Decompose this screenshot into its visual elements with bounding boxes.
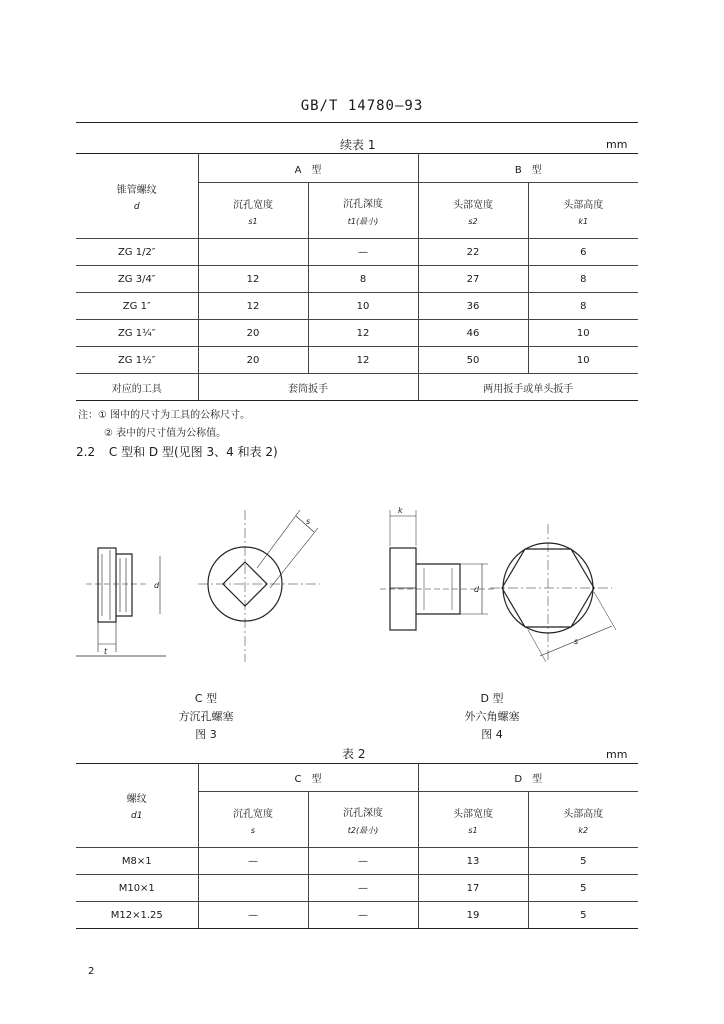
- table-cell: 12: [308, 320, 418, 347]
- table2-header-thread-label: 螺纹: [126, 794, 147, 805]
- table1-header-a2-label: 沉孔深度: [343, 198, 383, 210]
- table1: [76, 153, 638, 401]
- table2-header-c2-label: 沉孔深度: [343, 807, 383, 819]
- table1-header-a2: [308, 183, 418, 239]
- table1-tool-row: [76, 374, 638, 401]
- table-cell: 8: [528, 266, 638, 293]
- table-cell: ZG 1/2″: [76, 239, 198, 266]
- table-row: [76, 266, 638, 293]
- table-cell: 10: [308, 293, 418, 320]
- table2-header-c1-symbol: s: [250, 825, 256, 835]
- fig4-side-view: [380, 510, 496, 630]
- fig3-dim-d: d: [154, 581, 160, 590]
- table-cell: ZG 3/4″: [76, 266, 198, 293]
- section-heading: [76, 443, 278, 460]
- fig4-dim-s: s: [574, 637, 579, 646]
- table-row: [76, 293, 638, 320]
- table-cell: 12: [198, 266, 308, 293]
- table-cell: ZG 1½″: [76, 347, 198, 374]
- table-cell: 12: [198, 293, 308, 320]
- table-cell: 20: [198, 320, 308, 347]
- table-cell: M8×1: [76, 848, 198, 875]
- table1-header-b1-label: 头部宽度: [453, 199, 493, 211]
- page-number: 2: [88, 966, 95, 977]
- table-row: [76, 320, 638, 347]
- table1-header-a2-symbol: t1(最小): [347, 216, 379, 226]
- header-rule: [76, 122, 638, 123]
- table2-header-d2-label: 头部高度: [563, 808, 604, 820]
- table2-group-c: C 型: [198, 764, 418, 792]
- table-cell: 50: [418, 347, 528, 374]
- table2-header-c1-label: 沉孔宽度: [233, 808, 273, 820]
- table-cell: M12×1.25: [76, 902, 198, 929]
- table1-tool-label: 对应的工具: [76, 374, 198, 401]
- table-row: [76, 875, 638, 902]
- table-cell: —: [308, 902, 418, 929]
- table-row: [76, 902, 638, 929]
- fig4-label: 图 4: [481, 728, 503, 741]
- table1-header-a1: [198, 183, 308, 239]
- table-cell: —: [308, 239, 418, 266]
- table1-group-a: A 型: [198, 154, 418, 183]
- fig3-dim-s: s: [306, 517, 311, 526]
- table-cell: 5: [528, 902, 638, 929]
- table-cell: 8: [308, 266, 418, 293]
- table1-header-b1-symbol: s2: [468, 216, 478, 226]
- table-row: [76, 239, 638, 266]
- table2-header-c2: [308, 792, 418, 848]
- table2-header-d2-symbol: k2: [578, 825, 589, 835]
- table2-group-d: D 型: [418, 764, 638, 792]
- table2-header-d1-label: 头部宽度: [453, 808, 494, 820]
- fig4-dim-k: k: [398, 506, 403, 515]
- table2-header-c2-symbol: t2(最小): [347, 825, 379, 835]
- table2-header-d1-symbol: s1: [468, 825, 478, 835]
- table-cell: —: [308, 848, 418, 875]
- table1-header-thread-symbol: d: [133, 201, 140, 212]
- table-cell: —: [198, 848, 308, 875]
- table-cell: 20: [198, 347, 308, 374]
- technical-drawings: [0, 480, 724, 680]
- table1-header-a1-label: 沉孔宽度: [233, 199, 273, 211]
- table-cell: 10: [528, 320, 638, 347]
- table1-title: 续表 1: [340, 138, 376, 152]
- table2-header-d2: [528, 792, 638, 848]
- table1-unit: mm: [606, 138, 628, 151]
- table2-header-thread-symbol: d1: [131, 811, 143, 821]
- table1-tool-a: 套筒扳手: [198, 374, 418, 401]
- section-text: C 型和 D 型(见图 3、4 和表 2): [108, 445, 278, 459]
- table-cell: 17: [418, 875, 528, 902]
- table-cell: 22: [418, 239, 528, 266]
- table-cell: 46: [418, 320, 528, 347]
- table2-header-d1: [418, 792, 528, 848]
- table2-unit: mm: [606, 748, 628, 761]
- standard-number: GB/T 14780—93: [300, 98, 424, 114]
- table-cell: —: [198, 902, 308, 929]
- table1-header-thread: [76, 154, 198, 239]
- note-2: ② 表中的尺寸值为公称值。: [104, 428, 227, 439]
- fig3-side-view: [76, 548, 166, 656]
- fig3-name: 方沉孔螺塞: [178, 710, 234, 723]
- fig3-end-view: [198, 510, 320, 662]
- table-cell: 36: [418, 293, 528, 320]
- table-row: [76, 347, 638, 374]
- table1-group-b: B 型: [418, 154, 638, 183]
- table-cell: —: [308, 875, 418, 902]
- section-number: 2.2: [76, 445, 96, 459]
- fig3-type: C 型: [194, 692, 218, 705]
- table2-header-c1: [198, 792, 308, 848]
- table2: [76, 763, 638, 929]
- table-cell: 10: [528, 347, 638, 374]
- table-cell: 12: [308, 347, 418, 374]
- table-cell: 27: [418, 266, 528, 293]
- table1-header-thread-label: 锥管螺纹: [116, 184, 157, 196]
- table2-title: 表 2: [342, 747, 366, 761]
- table-cell: [198, 875, 308, 902]
- fig4-type: D 型: [480, 692, 504, 705]
- table2-header-thread: [76, 764, 198, 848]
- table-cell: ZG 1¼″: [76, 320, 198, 347]
- table1-header-b2-label: 头部高度: [563, 199, 604, 211]
- table-cell: 8: [528, 293, 638, 320]
- fig3-label: 图 3: [195, 728, 217, 741]
- table-cell: [198, 239, 308, 266]
- note-1: 注：① 图中的尺寸为工具的公称尺寸。: [78, 410, 251, 421]
- table-cell: M10×1: [76, 875, 198, 902]
- table-cell: 5: [528, 848, 638, 875]
- table1-tool-b: 两用扳手或单头扳手: [418, 374, 638, 401]
- fig4-end-view: [490, 524, 616, 662]
- table-cell: 19: [418, 902, 528, 929]
- table-cell: ZG 1″: [76, 293, 198, 320]
- table-row: [76, 848, 638, 875]
- table1-header-b2-symbol: k1: [578, 216, 589, 226]
- fig4-name: 外六角螺塞: [464, 710, 520, 723]
- table1-header-b1: [418, 183, 528, 239]
- table-cell: 13: [418, 848, 528, 875]
- table-cell: 6: [528, 239, 638, 266]
- fig4-dim-d: d: [474, 585, 480, 594]
- table1-header-a1-symbol: s1: [248, 216, 258, 226]
- table1-header-b2: [528, 183, 638, 239]
- table-cell: 5: [528, 875, 638, 902]
- fig3-dim-t: t: [104, 647, 108, 656]
